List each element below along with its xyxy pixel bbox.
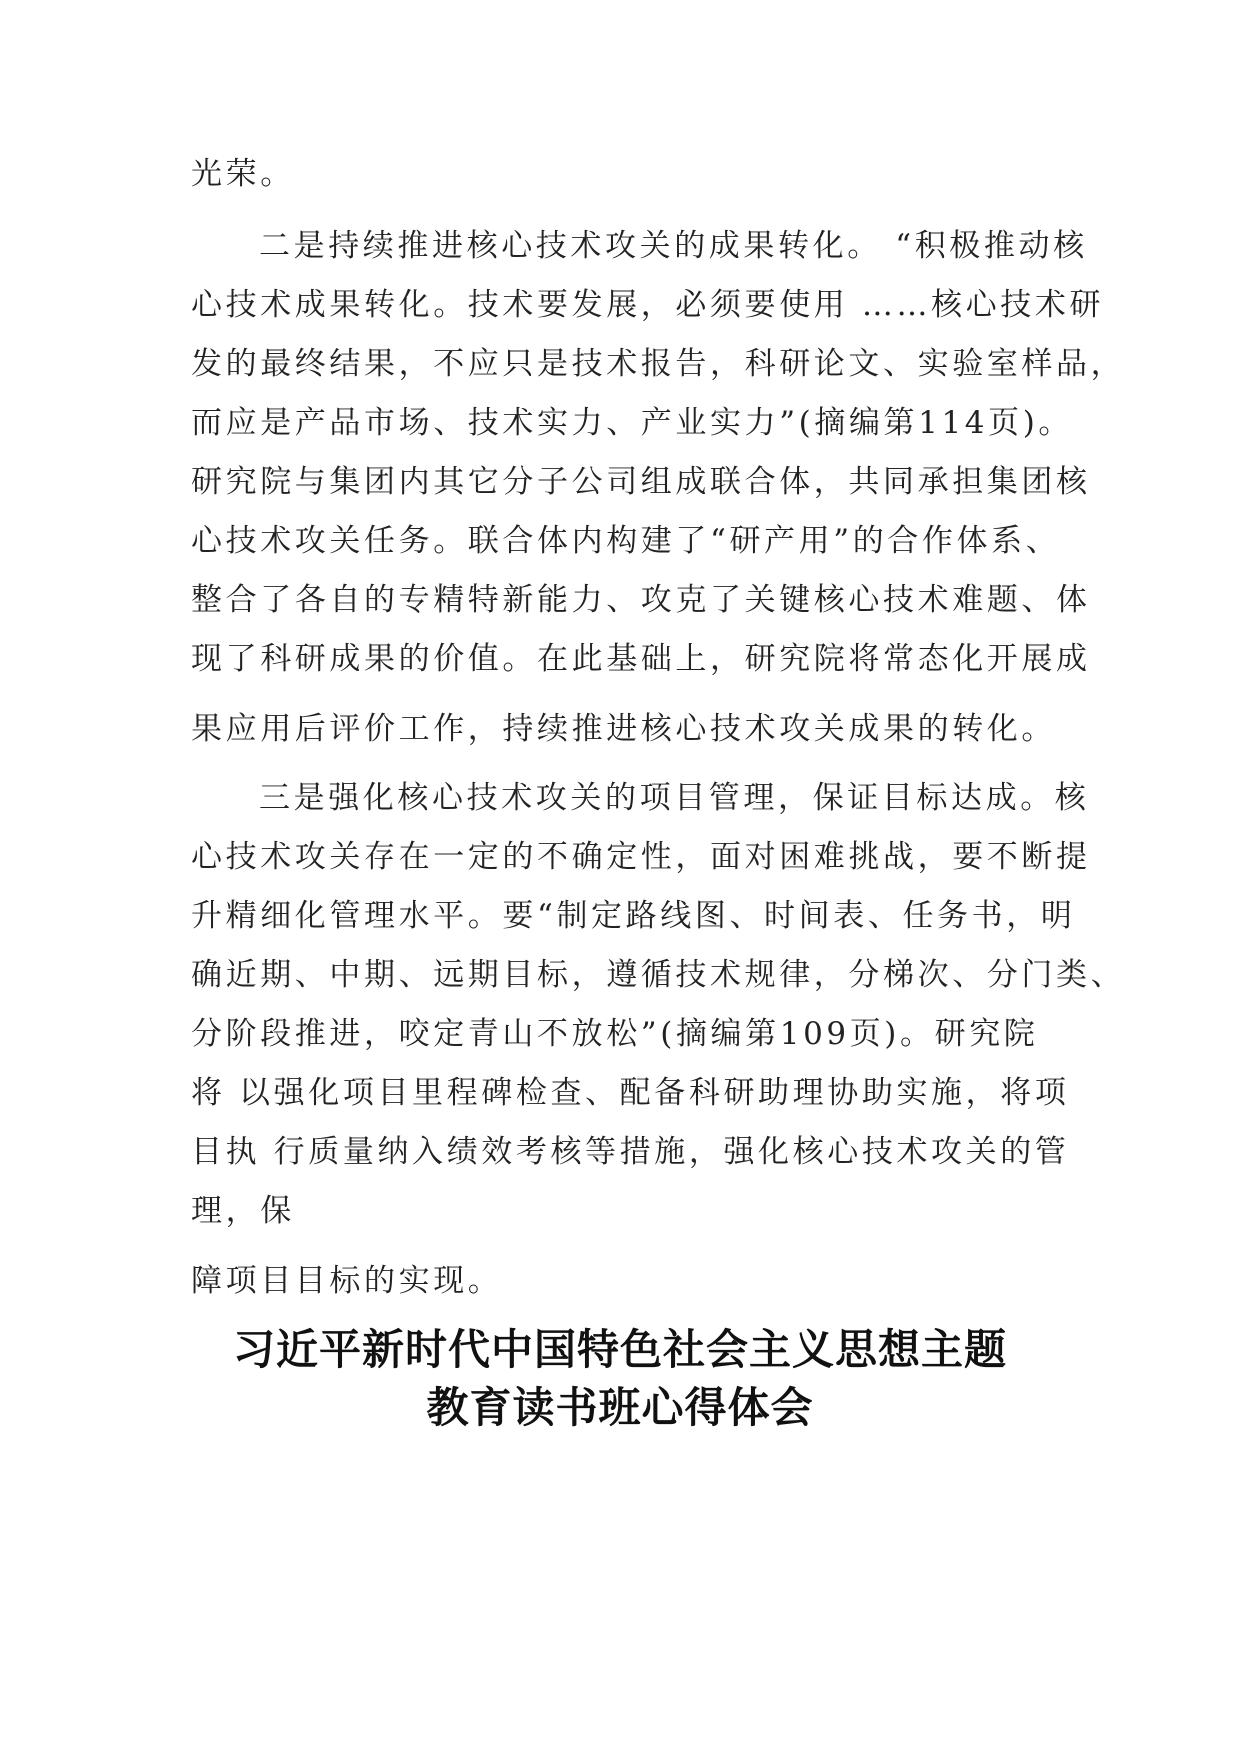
paragraph-line: 将 以强化项目里程碑检查、配备科研助理协助实施，将项	[191, 1075, 1070, 1111]
paragraph-line: 光荣。	[191, 156, 295, 192]
paragraph-line: 现了科研成果的价值。在此基础上，研究院将常态化开展成	[191, 641, 1091, 677]
paragraph-line: 二是持续推进核心技术攻关的成果转化。 “积极推动核	[259, 228, 1088, 264]
paragraph-line: 心技术成果转化。技术要发展，必须要使用 ……核心技术研	[191, 287, 1105, 323]
document-title-line-2: 教育读书班心得体会	[426, 1383, 814, 1432]
paragraph-line: 分阶段推进，咬定青山不放松”(摘编第109页)。研究院	[191, 1016, 1039, 1052]
paragraph-line: 果应用后评价工作，持续推进核心技术攻关成果的转化。	[191, 711, 1056, 747]
paragraph-line: 发的最终结果，不应只是技术报告，科研论文、实验室样品，	[191, 346, 1126, 382]
paragraph-line: 三是强化核心技术攻关的项目管理，保证目标达成。核	[259, 780, 1090, 816]
paragraph-line: 理，保	[191, 1193, 295, 1229]
paragraph-line: 障项目目标的实现。	[191, 1263, 503, 1299]
paragraph-line: 研究院与集团内其它分子公司组成联合体，共同承担集团核	[191, 464, 1091, 500]
paragraph-line: 心技术攻关任务。联合体内构建了“研产用”的合作体系、	[191, 523, 1061, 559]
paragraph-line: 心技术攻关存在一定的不确定性，面对困难挑战，要不断提	[191, 839, 1091, 875]
paragraph-line: 整合了各自的专精特新能力、攻克了关键核心技术难题、体	[191, 582, 1091, 618]
paragraph-line: 升精细化管理水平。要“制定路线图、时间表、任务书，明	[191, 898, 1076, 934]
paragraph-line: 而应是产品市场、技术实力、产业实力”(摘编第114页)。	[191, 405, 1074, 441]
document-title-line-1: 习近平新时代中国特色社会主义思想主题	[232, 1325, 1007, 1374]
paragraph-line: 确近期、中期、远期目标，遵循技术规律，分梯次、分门类、	[191, 957, 1126, 993]
paragraph-line: 目执 行质量纳入绩效考核等措施，强化核心技术攻关的管	[191, 1134, 1070, 1170]
